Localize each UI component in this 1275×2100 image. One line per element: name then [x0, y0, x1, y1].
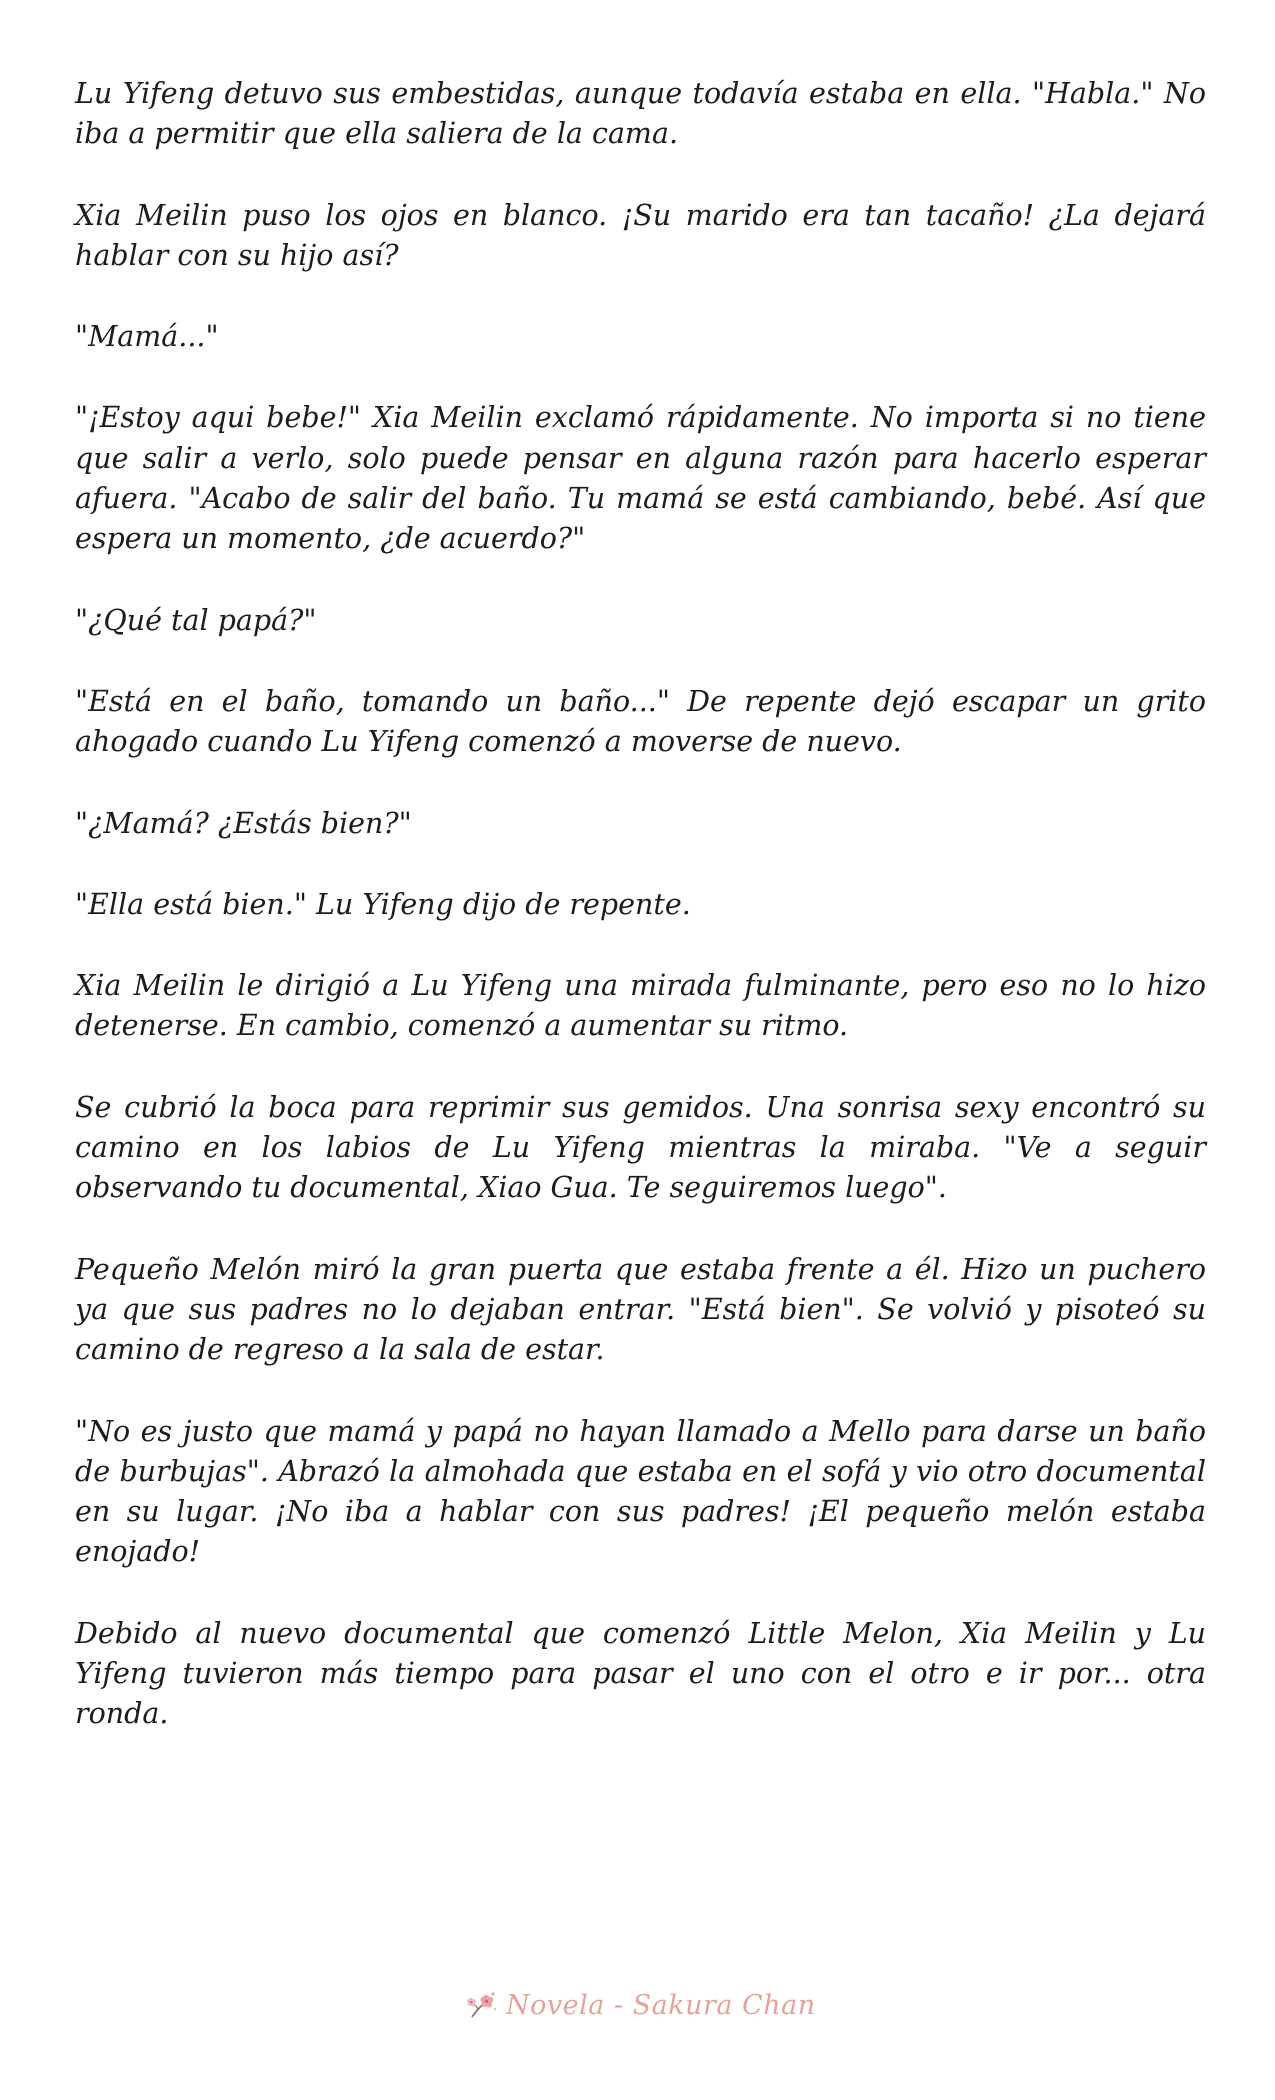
- paragraph: "¿Mamá? ¿Estás bien?": [75, 806, 412, 840]
- footer-text: Novela - Sakura Chan: [506, 1989, 816, 2021]
- paragraph: Debido al nuevo documental que comenzó Little Melon, Xia Meilin y Lu Yifeng tuvieron más tiempo para pasar el uno con el otro e ir por... otra ronda.: [75, 1616, 1206, 1731]
- paragraph: "Mamá...": [75, 320, 219, 354]
- paragraph: "Ella está bien." Lu Yifeng dijo de repente.: [75, 887, 691, 921]
- paragraph: "Está en el baño, tomando un baño..." De repente dejó escapar un grito ahogado cuando Lu Yifeng comenzó a moverse de nuevo.: [75, 684, 1206, 759]
- paragraph: Pequeño Melón miró la gran puerta que estaba frente a él. Hizo un puchero ya que sus padres no lo dejaban entrar. "Está bien". Se volvió y pisoteó su camino de regreso a la sala de estar.: [75, 1252, 1206, 1367]
- footer-watermark: [464, 1985, 816, 2025]
- paragraph: Lu Yifeng detuvo sus embestidas, aunque todavía estaba en ella. "Habla." No iba a permitir que ella saliera de la cama.: [75, 77, 1206, 151]
- document-body: [75, 74, 1206, 1776]
- paragraph: "¿Qué tal papá?": [75, 603, 317, 637]
- paragraph: "No es justo que mamá y papá no hayan llamado a Mello para darse un baño de burbujas". Abrazó la almohada que estaba en el sofá y vio otro documental en su lugar. ¡No iba a hablar con sus padres! ¡El pequeño melón estaba enojado!: [75, 1414, 1206, 1569]
- paragraph: "¡Estoy aqui bebe!" Xia Meilin exclamó rápidamente. No importa si no tiene que salir a verlo, solo puede pensar en alguna razón para hacerlo esperar afuera. "Acabo de salir del baño. Tu mamá se está cambiando, bebé. Así que espera un momento, ¿de acuerdo?": [75, 401, 1206, 556]
- paragraph: Xia Meilin le dirigió a Lu Yifeng una mirada fulminante, pero eso no lo hizo detenerse. En cambio, comenzó a aumentar su ritmo.: [75, 969, 1206, 1043]
- paragraph: Se cubrió la boca para reprimir sus gemidos. Una sonrisa sexy encontró su camino en los labios de Lu Yifeng mientras la miraba. "Ve a seguir observando tu documental, Xiao Gua. Te seguiremos luego".: [75, 1090, 1206, 1205]
- cherry-blossom-icon: [464, 1987, 500, 2023]
- paragraph: Xia Meilin puso los ojos en blanco. ¡Su marido era tan tacaño! ¿La dejará hablar con su hijo así?: [75, 198, 1206, 272]
